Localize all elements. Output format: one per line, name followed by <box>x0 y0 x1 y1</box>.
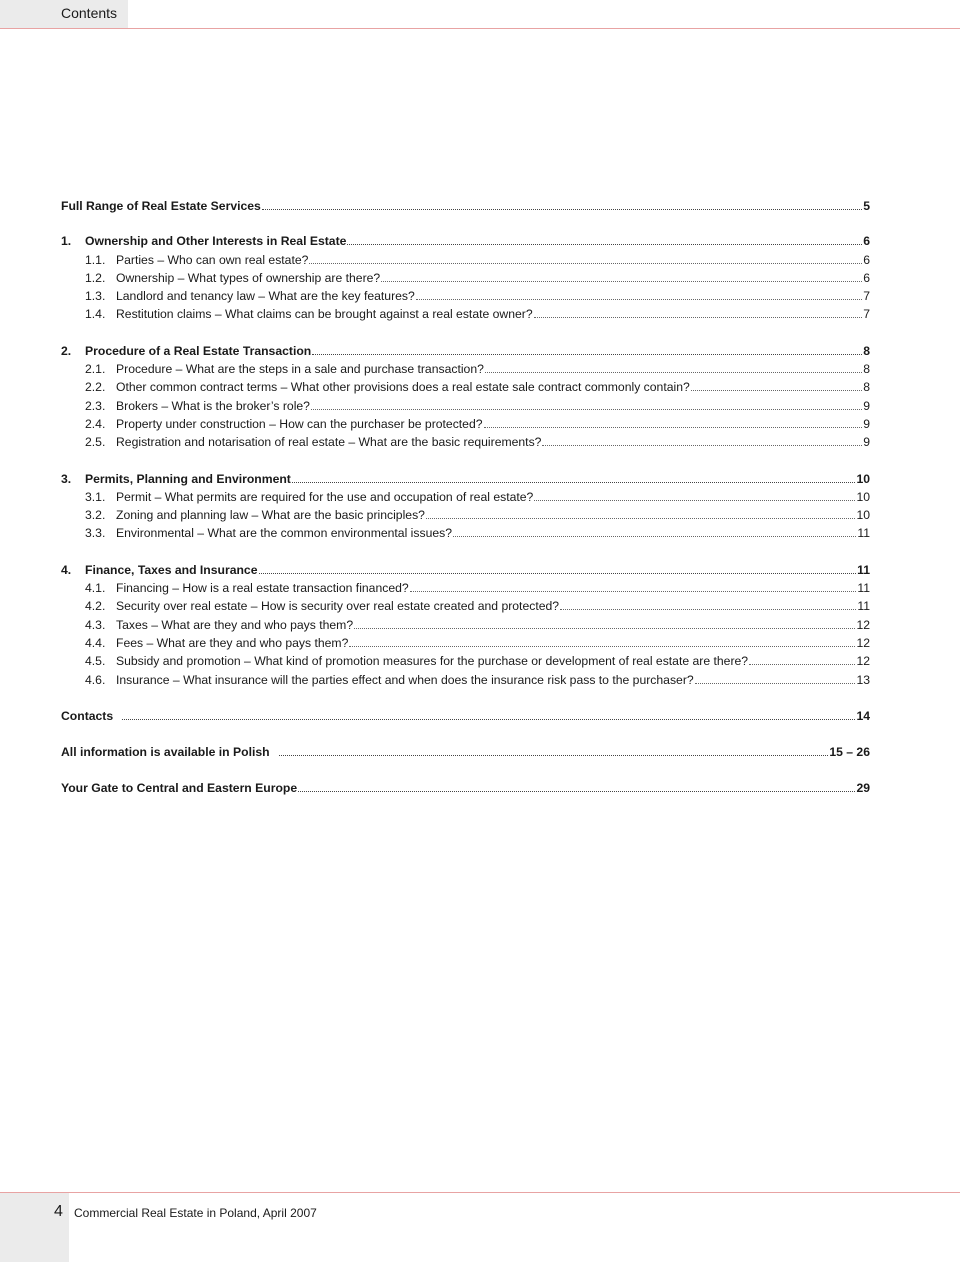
toc-entry-number: 4. <box>61 562 72 577</box>
toc-entry-page: 7 <box>863 289 870 304</box>
toc-entry-number: 4.5. <box>85 654 106 669</box>
toc-entry-title: Permit – What permits are required for the use and occupation of real estate? <box>116 489 534 504</box>
toc-entry-number: 3.2. <box>85 508 106 523</box>
toc-entry-title: Procedure – What are the steps in a sale and purchase transaction? <box>116 362 484 377</box>
toc-entry-title: Procedure of a Real Estate Transaction <box>85 343 312 358</box>
toc-entry-number: 2.3. <box>85 398 106 413</box>
dot-leader <box>453 527 856 537</box>
toc-entry-number: 3.3. <box>85 526 106 541</box>
toc-entry[interactable] <box>61 563 870 581</box>
toc-entry-page: 10 <box>856 489 870 504</box>
toc-entry-title: Landlord and tenancy law – What are the key features? <box>116 289 415 304</box>
dot-leader <box>534 308 863 318</box>
toc-entry-number: 1. <box>61 234 72 249</box>
footer-publication: Commercial Real Estate in Poland, April 2007 <box>74 1206 317 1220</box>
toc-subentry[interactable] <box>61 599 870 617</box>
toc-entry-title: Subsidy and promotion – What kind of promotion measures for the purchase or development of real estate are there? <box>116 654 749 669</box>
toc-spacer <box>61 763 870 781</box>
toc-subentry[interactable] <box>61 271 870 289</box>
page-title: Contents <box>61 5 118 21</box>
toc-entry-number: 1.4. <box>85 307 106 322</box>
toc-entry-title: Contacts <box>61 708 114 723</box>
dot-leader <box>311 400 862 410</box>
toc-subentry[interactable] <box>61 417 870 435</box>
toc-entry-number: 4.3. <box>85 617 106 632</box>
toc-subentry[interactable] <box>61 435 870 453</box>
toc-entry[interactable] <box>61 745 870 763</box>
toc-entry-title: Your Gate to Central and Eastern Europe <box>61 781 298 796</box>
toc-entry-page: 14 <box>856 708 870 723</box>
toc-entry-page: 9 <box>863 435 870 450</box>
toc-spacer <box>61 727 870 745</box>
dot-leader <box>426 509 856 519</box>
toc-entry-number: 1.3. <box>85 289 106 304</box>
dot-leader <box>560 600 856 610</box>
toc-entry-title: Fees – What are they and who pays them? <box>116 635 349 650</box>
toc-subentry[interactable] <box>61 508 870 526</box>
dot-leader <box>695 674 856 684</box>
toc-spacer <box>61 217 870 234</box>
footer-divider <box>0 1192 960 1193</box>
toc-subentry[interactable] <box>61 399 870 417</box>
toc-entry-number: 2.5. <box>85 435 106 450</box>
toc-entry-title: Financing – How is a real estate transaction financed? <box>116 581 409 596</box>
toc-spacer <box>61 326 870 344</box>
dot-leader <box>262 200 862 210</box>
toc-entry-page: 15 – 26 <box>829 745 870 760</box>
toc-entry-number: 3.1. <box>85 489 106 504</box>
toc-spacer <box>61 545 870 563</box>
header-divider <box>0 28 960 29</box>
dot-leader <box>292 473 856 483</box>
dot-leader <box>534 491 855 501</box>
toc-entry-title: Full Range of Real Estate Services <box>61 199 261 213</box>
table-of-contents <box>61 199 870 800</box>
dot-leader <box>309 254 862 264</box>
toc-entry[interactable] <box>61 199 870 217</box>
toc-entry-page: 6 <box>863 252 870 267</box>
dot-leader <box>279 746 829 756</box>
toc-entry-number: 2. <box>61 343 72 358</box>
toc-entry-title: Taxes – What are they and who pays them? <box>116 617 354 632</box>
toc-entry-page: 8 <box>863 362 870 377</box>
toc-entry[interactable] <box>61 472 870 490</box>
footer-page-number: 4 <box>54 1203 63 1220</box>
toc-entry-page: 9 <box>863 398 870 413</box>
toc-entry-number: 2.2. <box>85 380 106 395</box>
toc-entry-number: 1.1. <box>85 252 106 267</box>
toc-entry-title: Finance, Taxes and Insurance <box>85 562 258 577</box>
toc-entry-title: Ownership – What types of ownership are there? <box>116 270 381 285</box>
toc-entry-title: Permits, Planning and Environment <box>85 471 291 486</box>
toc-subentry[interactable] <box>61 380 870 398</box>
toc-subentry[interactable] <box>61 618 870 636</box>
toc-entry-title: Security over real estate – How is security over real estate created and protected? <box>116 599 560 614</box>
toc-entry[interactable] <box>61 709 870 727</box>
toc-entry-title: All information is available in Polish <box>61 745 270 760</box>
toc-entry-page: 11 <box>857 599 870 614</box>
toc-entry-number: 3. <box>61 471 72 486</box>
toc-entry-page: 12 <box>856 635 870 650</box>
toc-entry-page: 6 <box>863 234 870 249</box>
toc-entry-title: Environmental – What are the common environmental issues? <box>116 526 452 541</box>
toc-subentry[interactable] <box>61 581 870 599</box>
toc-entry-title: Parties – Who can own real estate? <box>116 252 309 267</box>
toc-subentry[interactable] <box>61 654 870 672</box>
toc-entry-page: 8 <box>863 380 870 395</box>
dot-leader <box>542 436 862 446</box>
toc-subentry[interactable] <box>61 490 870 508</box>
toc-entry-page: 12 <box>856 654 870 669</box>
dot-leader <box>410 582 857 592</box>
dot-leader <box>416 290 862 300</box>
toc-entry[interactable] <box>61 234 870 252</box>
toc-entry-number: 4.4. <box>85 635 106 650</box>
toc-subentry[interactable] <box>61 526 870 544</box>
toc-entry-title: Zoning and planning law – What are the basic principles? <box>116 508 425 523</box>
toc-entry[interactable] <box>61 781 870 799</box>
dot-leader <box>347 235 862 245</box>
toc-entry-page: 11 <box>857 581 870 596</box>
toc-entry-title: Ownership and Other Interests in Real Estate <box>85 234 347 249</box>
toc-entry-number: 2.1. <box>85 362 106 377</box>
toc-spacer <box>61 454 870 472</box>
toc-entry-page: 5 <box>863 199 870 213</box>
toc-entry-page: 13 <box>856 672 870 687</box>
toc-entry-title: Property under construction – How can the purchaser be protected? <box>116 416 483 431</box>
toc-entry-title: Insurance – What insurance will the parties effect and when does the insurance risk pass to the purchaser? <box>116 672 694 687</box>
toc-entry-page: 10 <box>856 471 870 486</box>
toc-entry-title: Registration and notarisation of real estate – What are the basic requirements? <box>116 435 542 450</box>
toc-spacer <box>61 691 870 709</box>
dot-leader <box>381 272 862 282</box>
toc-entry-page: 6 <box>863 270 870 285</box>
toc-entry-number: 1.2. <box>85 270 106 285</box>
toc-entry-title: Brokers – What is the broker’s role? <box>116 398 310 413</box>
dot-leader <box>484 418 863 428</box>
toc-entry-page: 9 <box>863 416 870 431</box>
dot-leader <box>691 381 862 391</box>
toc-entry-number: 4.1. <box>85 581 106 596</box>
dot-leader <box>354 619 855 629</box>
dot-leader <box>259 564 857 574</box>
toc-entry-number: 4.2. <box>85 599 106 614</box>
toc-entry-title: Other common contract terms – What other provisions does a real estate sale contract commonly contain? <box>116 380 690 395</box>
toc-entry-page: 11 <box>857 526 870 541</box>
toc-subentry[interactable] <box>61 253 870 271</box>
dot-leader <box>749 655 855 665</box>
toc-subentry[interactable] <box>61 289 870 307</box>
toc-entry-title: Restitution claims – What claims can be brought against a real estate owner? <box>116 307 533 322</box>
dot-leader <box>122 710 855 720</box>
dot-leader <box>349 637 855 647</box>
dot-leader <box>298 782 855 792</box>
toc-subentry[interactable] <box>61 636 870 654</box>
toc-subentry[interactable] <box>61 362 870 380</box>
toc-entry-page: 11 <box>857 562 870 577</box>
toc-subentry[interactable] <box>61 673 870 691</box>
dot-leader <box>485 363 862 373</box>
toc-entry-number: 4.6. <box>85 672 106 687</box>
toc-entry-page: 29 <box>856 781 870 796</box>
toc-entry-number: 2.4. <box>85 416 106 431</box>
toc-entry-page: 7 <box>863 307 870 322</box>
toc-entry-page: 10 <box>856 508 870 523</box>
toc-subentry[interactable] <box>61 307 870 325</box>
toc-entry[interactable] <box>61 344 870 362</box>
dot-leader <box>312 345 862 355</box>
toc-entry-page: 8 <box>863 343 870 358</box>
toc-entry-page: 12 <box>856 617 870 632</box>
